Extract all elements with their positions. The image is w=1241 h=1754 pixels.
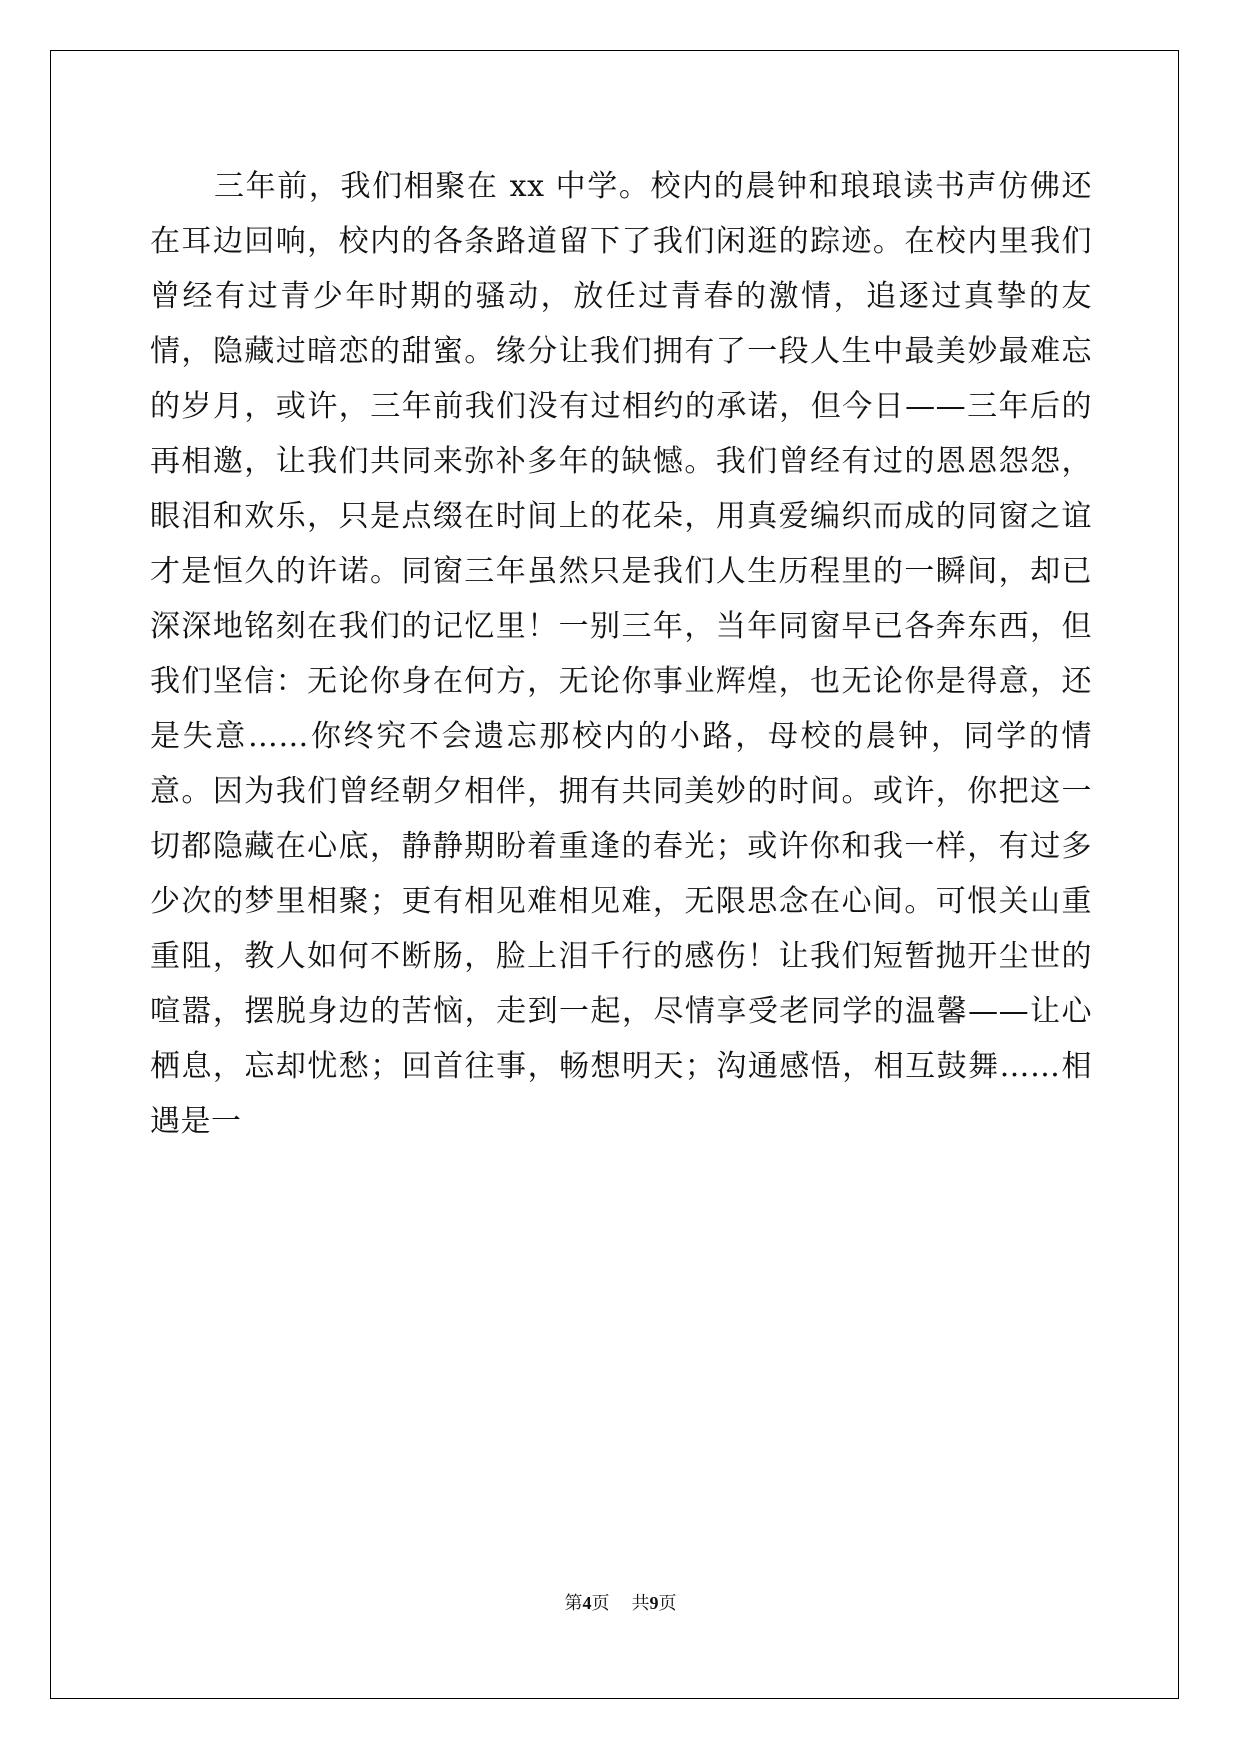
footer-total-prefix: 共: [631, 1593, 650, 1613]
footer-prefix: 第: [564, 1593, 583, 1613]
footer-page-unit: 页: [591, 1593, 610, 1613]
page-footer: [0, 1589, 1241, 1615]
body-paragraph: 三年前，我们相聚在 xx 中学。校内的晨钟和琅琅读书声仿佛还在耳边回响，校内的各条路道留下了我们闲逛的踪迹。在校内里我们曾经有过青少年时期的骚动，放任过青春的激情，追逐过真挚的友情，隐藏过暗恋的甜蜜。缘分让我们拥有了一段人生中最美妙最难忘的岁月，或许，三年前我们没有过相约的承诺，但今日——三年后的再相邀，让我们共同来弥补多年的缺憾。我们曾经有过的恩恩怨怨，眼泪和欢乐，只是点缀在时间上的花朵，用真爱编织而成的同窗之谊才是恒久的许诺。同窗三年虽然只是我们人生历程里的一瞬间，却已深深地铭刻在我们的记忆里！一别三年，当年同窗早已各奔东西，但我们坚信：无论你身在何方，无论你事业辉煌，也无论你是得意，还是失意……你终究不会遗忘那校内的小路，母校的晨钟，同学的情意。因为我们曾经朝夕相伴，拥有共同美妙的时间。或许，你把这一切都隐藏在心底，静静期盼着重逢的春光；或许你和我一样，有过多少次的梦里相聚；更有相见难相见难，无限思念在心间。可恨关山重重阻，教人如何不断肠，脸上泪千行的感伤！让我们短暂抛开尘世的喧嚣，摆脱身边的苦恼，走到一起，尽情享受老同学的温馨——让心栖息，忘却忧愁；回首往事，畅想明天；沟通感悟，相互鼓舞……相遇是一: [150, 169, 1092, 1139]
total-pages-number: 9: [649, 1593, 659, 1613]
current-page-number: 4: [582, 1593, 592, 1613]
footer-total-unit: 页: [658, 1593, 677, 1613]
